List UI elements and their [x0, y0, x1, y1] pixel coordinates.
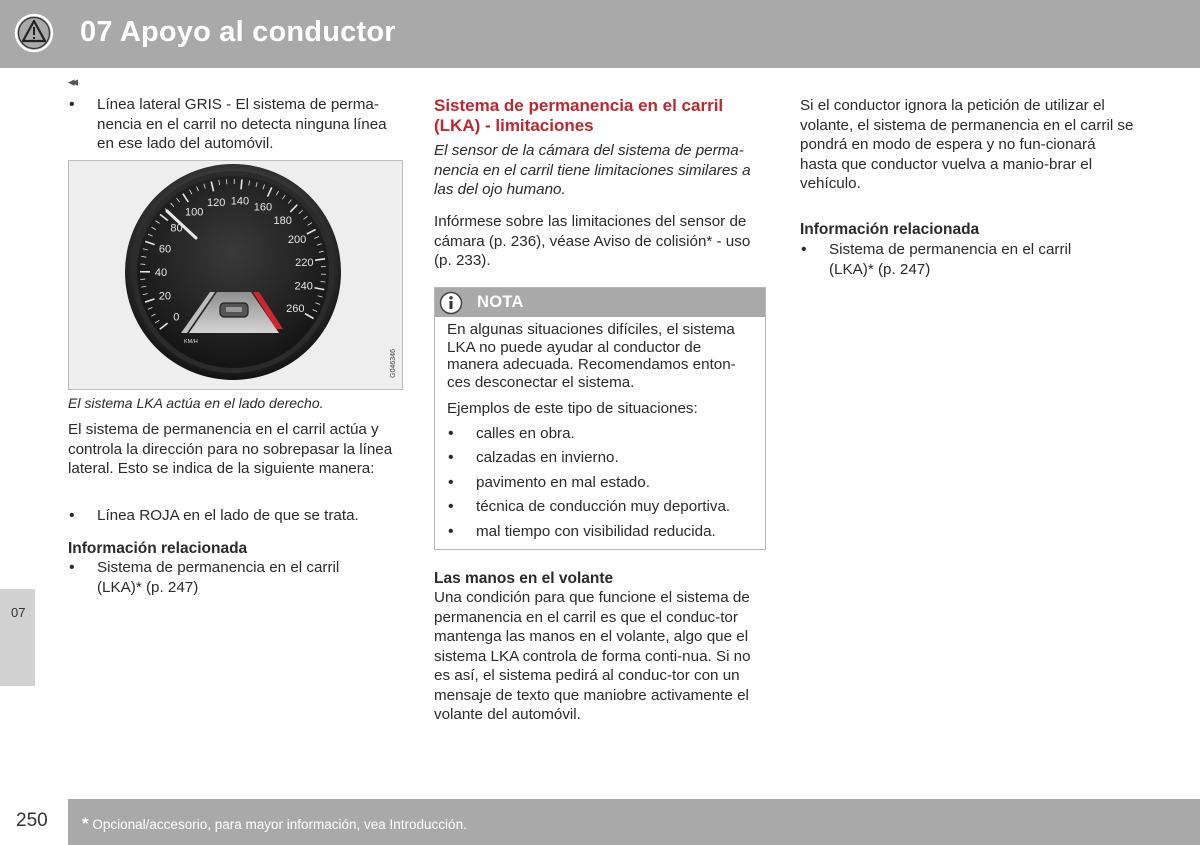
speed-label: 240 — [294, 280, 313, 293]
back-nav-icon[interactable]: ◂◂ — [68, 74, 76, 89]
speed-label: 120 — [206, 197, 226, 210]
bullet-roja: • Línea ROJA en el lado de que se trata. — [68, 506, 403, 526]
note-example-item: • calzadas en invierno. — [447, 448, 753, 468]
chapter-side-tab[interactable] — [0, 589, 35, 686]
major-tick — [241, 179, 242, 189]
speed-label: 180 — [273, 214, 292, 227]
note-header — [435, 288, 765, 317]
note-title: NOTA — [477, 293, 524, 311]
note-body — [435, 317, 765, 541]
page-number: 250 — [16, 810, 48, 831]
bullet-gris: • Línea lateral GRIS - El sistema de perma-nencia en el carril no detecta ninguna línea en ese lado del automóvil. — [68, 95, 403, 154]
speedometer-figure — [68, 160, 403, 390]
speed-label: 0 — [173, 311, 180, 324]
footer-note-text: Opcional/accesorio, para mayor información, vea Introducción. — [92, 817, 467, 832]
speed-label: 60 — [158, 243, 172, 256]
figure-code: G046346 — [390, 349, 397, 378]
section-heading-lka-limitations: Sistema de permanencia en el carril (LKA) - limitaciones — [434, 96, 724, 135]
speed-label: 20 — [158, 290, 172, 303]
speed-label: 160 — [253, 201, 273, 214]
side-tab-label: 07 — [11, 605, 26, 620]
unit-label: KM/H — [184, 339, 198, 345]
speed-label: 80 — [170, 222, 183, 235]
figure-caption: El sistema LKA actúa en el lado derecho. — [68, 395, 324, 411]
col3-paragraph: Si el conductor ignora la petición de utilizar el volante, el sistema de permanencia en el carril se pondrá en modo de espera y no fun-cionará hasta que conductor vuelva a manio-brar el vehículo. — [800, 97, 1134, 192]
info-icon — [439, 291, 463, 315]
hands-heading: Las manos en el volante — [434, 570, 614, 587]
note-example-item: • pavimento en mal estado. — [447, 473, 753, 493]
column-1 — [68, 95, 403, 154]
col2-intro: El sensor de la cámara del sistema de perma-nencia en el carril tiene limitaciones similares a las del ojo humano. — [434, 142, 751, 198]
col1-related-heading: Información relacionada — [68, 540, 248, 557]
col1-related-link[interactable]: • Sistema de permanencia en el carril (LKA)* (p. 247) — [68, 558, 368, 597]
col3-related-link[interactable]: • Sistema de permanencia en el carril (LKA)* (p. 247) — [800, 240, 1100, 279]
note-examples-intro: Ejemplos de este tipo de situaciones: — [447, 400, 698, 417]
page-footer — [68, 799, 1200, 845]
col1-paragraph: El sistema de permanencia en el carril actúa y controla la dirección para no sobrepasar la línea lateral. Esto se indica de la siguiente manera: — [68, 421, 393, 477]
speed-label: 260 — [286, 303, 305, 315]
speed-label: 200 — [287, 234, 307, 247]
speedometer-illustration — [69, 161, 402, 389]
note-example-item: • calles en obra. — [447, 424, 753, 444]
note-text: En algunas situaciones difíciles, el sistema LKA no puede ayudar al conductor de manera adecuada. Recomendamos enton-ces desconectar el sistema. — [447, 321, 736, 391]
speed-label: 40 — [154, 266, 168, 279]
page-header — [0, 0, 1200, 68]
footer-note — [82, 814, 467, 834]
speed-label: 220 — [295, 256, 314, 269]
speed-label: 100 — [185, 206, 204, 219]
note-example-item: • técnica de conducción muy deportiva. — [447, 497, 753, 517]
header-icon-box — [0, 0, 68, 68]
hands-paragraph: Una condición para que funcione el sistema de permanencia en el carril es que el conduc-tor mantenga las manos en el volante, algo que el sistema LKA controla de forma conti-nua. Si no es así, el sistema pedirá al conduc-tor con un mensaje de texto que maniobre activamente el volante del automóvil. — [434, 589, 751, 723]
chapter-title: 07 Apoyo al conductor — [80, 16, 396, 48]
minor-tick — [320, 281, 325, 282]
col3-related-heading: Información relacionada — [800, 221, 980, 238]
note-example-item: • mal tiempo con visibilidad reducida. — [447, 522, 753, 542]
footer-star: * — [82, 814, 89, 833]
speed-label: 140 — [230, 195, 250, 208]
warning-triangle-icon — [14, 13, 54, 53]
note-box — [434, 287, 766, 550]
col2-paragraph: Infórmese sobre las limitaciones del sensor de cámara (p. 236), véase Aviso de colisión* - uso (p. 233). — [434, 213, 751, 269]
